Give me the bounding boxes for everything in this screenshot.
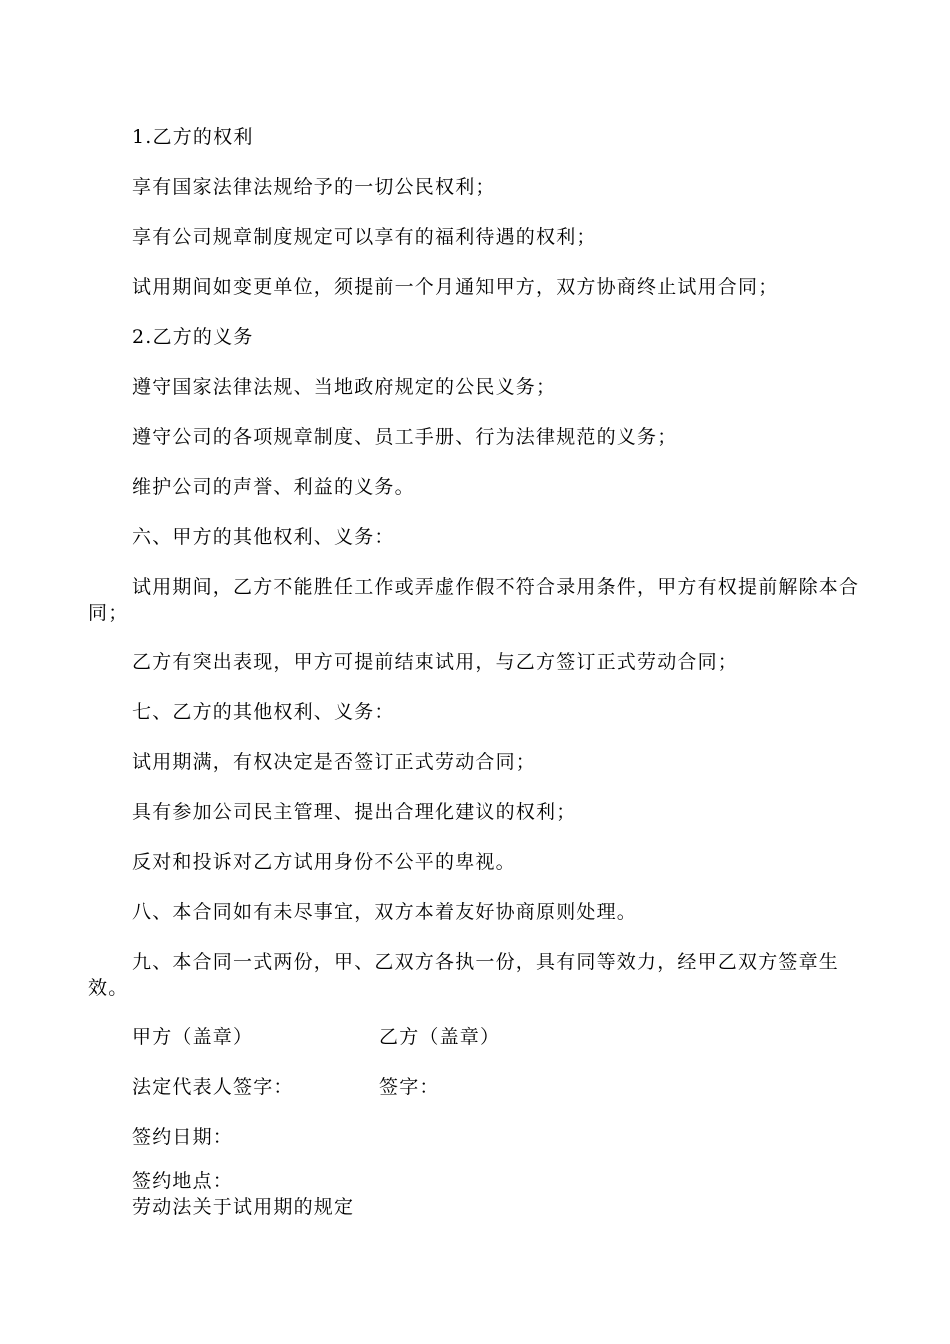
sign-date-label: 签约日期： xyxy=(132,1126,234,1148)
sign-place-label: 签约地点： xyxy=(132,1170,234,1192)
paragraph: 遵守公司的各项规章制度、员工手册、行为法律规范的义务； xyxy=(132,426,678,448)
paragraph: 反对和投诉对乙方试用身份不公平的卑视。 xyxy=(132,851,516,873)
section-heading-party-a-other: 六、甲方的其他权利、义务： xyxy=(132,526,395,548)
paragraph: 乙方有突出表现，甲方可提前结束试用，与乙方签订正式劳动合同； xyxy=(132,651,739,673)
paragraph: 试用期间，乙方不能胜任工作或弄虚作假不符合录用条件，甲方有权提前解除本合同； xyxy=(88,576,860,624)
signature-label: 签字： xyxy=(379,1076,440,1098)
paragraph: 试用期间如变更单位，须提前一个月通知甲方，双方协商终止试用合同； xyxy=(132,276,779,298)
paragraph: 具有参加公司民主管理、提出合理化建议的权利； xyxy=(132,801,577,823)
party-a-seal-label: 甲方（盖章） xyxy=(132,1026,254,1048)
paragraph: 享有国家法律法规给予的一切公民权利； xyxy=(132,176,496,198)
paragraph: 八、本合同如有未尽事宜，双方本着友好协商原则处理。 xyxy=(132,901,638,923)
section-heading-party-b-rights: 1.乙方的权利 xyxy=(132,126,254,148)
legal-rep-signature-label: 法定代表人签字： xyxy=(132,1076,294,1098)
paragraph: 维护公司的声誉、利益的义务。 xyxy=(132,476,415,498)
paragraph: 试用期满，有权决定是否签订正式劳动合同； xyxy=(132,751,537,773)
paragraph: 遵守国家法律法规、当地政府规定的公民义务； xyxy=(132,376,557,398)
section-heading-party-b-other: 七、乙方的其他权利、义务： xyxy=(132,701,395,723)
paragraph: 享有公司规章制度规定可以享有的福利待遇的权利； xyxy=(132,226,597,248)
paragraph: 九、本合同一式两份，甲、乙双方各执一份，具有同等效力，经甲乙双方签章生效。 xyxy=(88,951,840,999)
section-heading-party-b-duties: 2.乙方的义务 xyxy=(132,326,254,348)
party-b-seal-label: 乙方（盖章） xyxy=(379,1026,501,1048)
next-section-title: 劳动法关于试用期的规定 xyxy=(132,1196,355,1218)
